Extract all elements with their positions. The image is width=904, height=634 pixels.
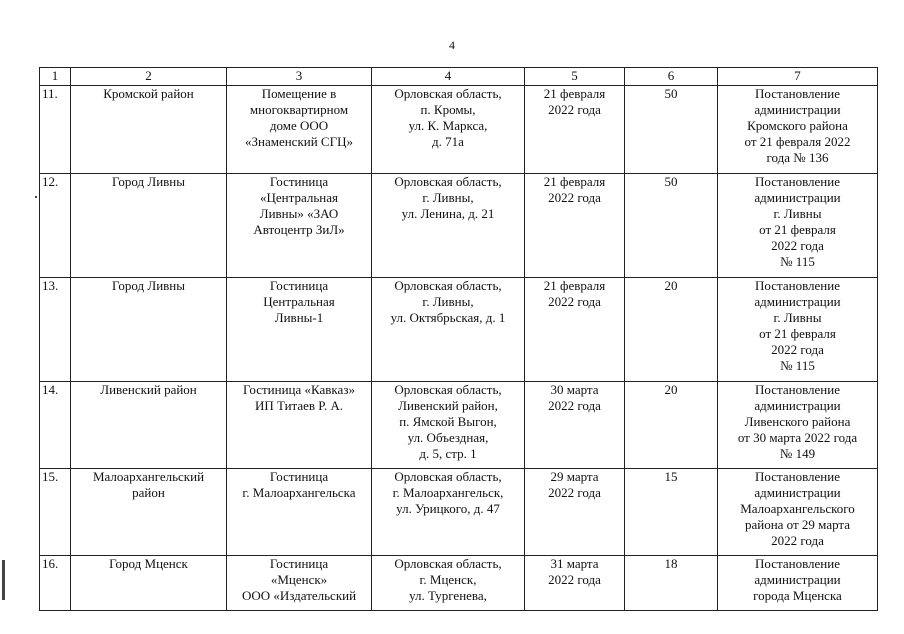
act-cell-line: района от 29 марта (744, 517, 851, 532)
date-cell (525, 556, 625, 611)
date-cell-line: 2022 года (548, 190, 601, 205)
act-cell-line: администрации (754, 102, 841, 117)
address-cell-line: Орловская область, (394, 556, 502, 571)
place-cell-line: ИП Титаев Р. А. (254, 398, 344, 413)
act-cell-line: администрации (754, 572, 841, 587)
act-cell (718, 556, 878, 611)
address-cell-line: Орловская область, (394, 86, 502, 101)
row-number (40, 556, 71, 611)
table-row (40, 382, 878, 469)
capacity-cell-text: 50 (664, 86, 678, 101)
place-cell-line: Гостиница «Кавказ» (243, 382, 355, 397)
date-cell-line: 21 февраля (543, 86, 606, 101)
act-cell-line: № 149 (779, 446, 816, 461)
place-cell-line: «Мценск» (270, 572, 328, 587)
address-cell-line: п. Ямской Выгон, (399, 414, 497, 429)
capacity-cell (625, 174, 718, 278)
address-cell-line: г. Мценск, (419, 572, 477, 587)
address-cell-line: ул. Ленина, д. 21 (401, 206, 495, 221)
act-cell-line: Ливенского района (744, 414, 851, 429)
column-header-3: 3 (227, 68, 372, 86)
act-cell-line: Постановление (755, 86, 840, 101)
district-cell (71, 174, 227, 278)
act-cell-line: года № 136 (766, 150, 829, 165)
date-cell (525, 86, 625, 174)
act-cell (718, 86, 878, 174)
date-cell-line: 2022 года (548, 398, 601, 413)
act-cell (718, 469, 878, 556)
capacity-cell-text: 20 (664, 278, 678, 293)
act-cell-line: Кромского района (747, 118, 848, 133)
act-cell-line: Постановление (755, 556, 840, 571)
date-cell-line: 2022 года (548, 485, 601, 500)
date-cell-line: 2022 года (548, 102, 601, 117)
place-cell-line: Помещение в (261, 86, 337, 101)
row-number (40, 469, 71, 556)
table-row (40, 174, 878, 278)
capacity-cell (625, 278, 718, 382)
act-cell (718, 278, 878, 382)
address-cell (372, 556, 525, 611)
column-header-1: 1 (40, 68, 71, 86)
date-cell (525, 382, 625, 469)
place-cell-line: Ливны-1 (274, 310, 324, 325)
capacity-cell-text: 50 (664, 174, 678, 189)
column-header-4: 4 (372, 68, 525, 86)
district-cell (71, 382, 227, 469)
address-cell (372, 382, 525, 469)
act-cell-line: 2022 года (771, 533, 824, 548)
capacity-cell-text: 15 (664, 469, 678, 484)
row-number-text: 14. (42, 382, 59, 397)
place-cell (227, 469, 372, 556)
capacity-cell (625, 86, 718, 174)
act-cell-line: администрации (754, 485, 841, 500)
act-cell-line: Малоархангельского (740, 501, 855, 516)
document-table (39, 67, 878, 611)
place-cell (227, 86, 372, 174)
address-cell (372, 278, 525, 382)
act-cell-line: администрации (754, 398, 841, 413)
place-cell-line: ООО «Издательский (241, 588, 357, 603)
act-cell (718, 382, 878, 469)
district-cell-line: Город Ливны (112, 278, 185, 293)
act-cell-line: 2022 года (771, 342, 824, 357)
district-cell-line: Город Мценск (109, 556, 188, 571)
act-cell-line: г. Ливны (773, 206, 822, 221)
act-cell-line: Постановление (755, 469, 840, 484)
date-cell-line: 2022 года (548, 572, 601, 587)
table-row (40, 469, 878, 556)
row-number (40, 86, 71, 174)
act-cell-line: 2022 года (771, 238, 824, 253)
act-cell-line: администрации (754, 190, 841, 205)
place-cell-line: Гостиница (269, 174, 329, 189)
page-number: 4 (449, 38, 455, 52)
place-cell-line: «Знаменский СГЦ» (244, 134, 354, 149)
date-cell-line: 21 февраля (543, 278, 606, 293)
address-cell-line: ул. Объездная, (407, 430, 489, 445)
address-cell (372, 469, 525, 556)
table-row (40, 556, 878, 611)
capacity-cell (625, 382, 718, 469)
address-cell-line: ул. Октябрьская, д. 1 (390, 310, 506, 325)
act-cell-line: Постановление (755, 382, 840, 397)
capacity-cell (625, 469, 718, 556)
row-number (40, 382, 71, 469)
address-cell-line: г. Ливны, (422, 190, 474, 205)
address-cell-line: Орловская область, (394, 382, 502, 397)
address-cell-line: ул. К. Маркса, (408, 118, 488, 133)
scan-artifact-dot (35, 196, 37, 198)
column-header-7: 7 (718, 68, 878, 86)
address-cell (372, 174, 525, 278)
address-cell (372, 86, 525, 174)
address-cell-line: Орловская область, (394, 174, 502, 189)
district-cell (71, 86, 227, 174)
date-cell-line: 30 марта (550, 382, 599, 397)
district-cell (71, 278, 227, 382)
act-cell-line: № 115 (780, 254, 815, 269)
district-cell (71, 556, 227, 611)
place-cell-line: Автоцентр ЗиЛ» (253, 222, 345, 237)
address-cell-line: д. 71а (432, 134, 464, 149)
place-cell-line: Гостиница (269, 556, 329, 571)
place-cell-line: многоквартирном (249, 102, 349, 117)
address-cell-line: г. Ливны, (422, 294, 474, 309)
act-cell-line: города Мценска (753, 588, 842, 603)
address-cell-line: Орловская область, (394, 469, 502, 484)
place-cell-line: г. Малоархангельска (242, 485, 356, 500)
place-cell (227, 278, 372, 382)
place-cell (227, 556, 372, 611)
row-number (40, 174, 71, 278)
column-header-2: 2 (71, 68, 227, 86)
scan-artifact-left (2, 560, 5, 600)
date-cell-line: 29 марта (550, 469, 599, 484)
header-row (40, 68, 878, 86)
table-row (40, 86, 878, 174)
address-cell-line: ул. Урицкого, д. 47 (396, 501, 500, 516)
act-cell-line: от 21 февраля (759, 222, 836, 237)
place-cell-line: Центральная (263, 294, 335, 309)
district-cell (71, 469, 227, 556)
place-cell-line: Гостиница (269, 469, 329, 484)
date-cell-line: 31 марта (550, 556, 599, 571)
address-cell-line: д. 5, стр. 1 (419, 446, 477, 461)
act-cell-line: Постановление (755, 174, 840, 189)
district-cell-line: Город Ливны (112, 174, 185, 189)
district-cell-line: Малоархангельский (92, 469, 205, 484)
act-cell-line: Постановление (755, 278, 840, 293)
act-cell-line: № 115 (780, 358, 815, 373)
act-cell-line: администрации (754, 294, 841, 309)
place-cell (227, 174, 372, 278)
capacity-cell (625, 556, 718, 611)
address-cell-line: Орловская область, (394, 278, 502, 293)
district-cell-line: район (132, 485, 165, 500)
place-cell-line: «Центральная (260, 190, 338, 205)
capacity-cell-text: 18 (664, 556, 678, 571)
address-cell-line: г. Малоархангельск, (392, 485, 504, 500)
table-row (40, 278, 878, 382)
column-header-5: 5 (525, 68, 625, 86)
row-number-text: 15. (42, 469, 59, 484)
column-header-6: 6 (625, 68, 718, 86)
address-cell-line: п. Кромы, (420, 102, 476, 117)
row-number-text: 11. (42, 86, 58, 101)
act-cell (718, 174, 878, 278)
act-cell-line: от 21 февраля (759, 326, 836, 341)
date-cell (525, 174, 625, 278)
place-cell-line: Гостиница (269, 278, 329, 293)
address-cell-line: Ливенский район, (398, 398, 498, 413)
act-cell-line: от 21 февраля 2022 (744, 134, 851, 149)
place-cell (227, 382, 372, 469)
district-cell-line: Ливенский район (100, 382, 197, 397)
address-cell-line: ул. Тургенева, (409, 588, 487, 603)
district-cell-line: Кромской район (103, 86, 194, 101)
row-number-text: 16. (42, 556, 59, 571)
place-cell-line: Ливны» «ЗАО (259, 206, 339, 221)
place-cell-line: доме ООО (269, 118, 329, 133)
act-cell-line: от 30 марта 2022 года (737, 430, 858, 445)
date-cell (525, 278, 625, 382)
row-number (40, 278, 71, 382)
act-cell-line: г. Ливны (773, 310, 822, 325)
date-cell-line: 2022 года (548, 294, 601, 309)
table-body (40, 86, 878, 611)
row-number-text: 13. (42, 278, 59, 293)
date-cell (525, 469, 625, 556)
capacity-cell-text: 20 (664, 382, 678, 397)
row-number-text: 12. (42, 174, 59, 189)
date-cell-line: 21 февраля (543, 174, 606, 189)
